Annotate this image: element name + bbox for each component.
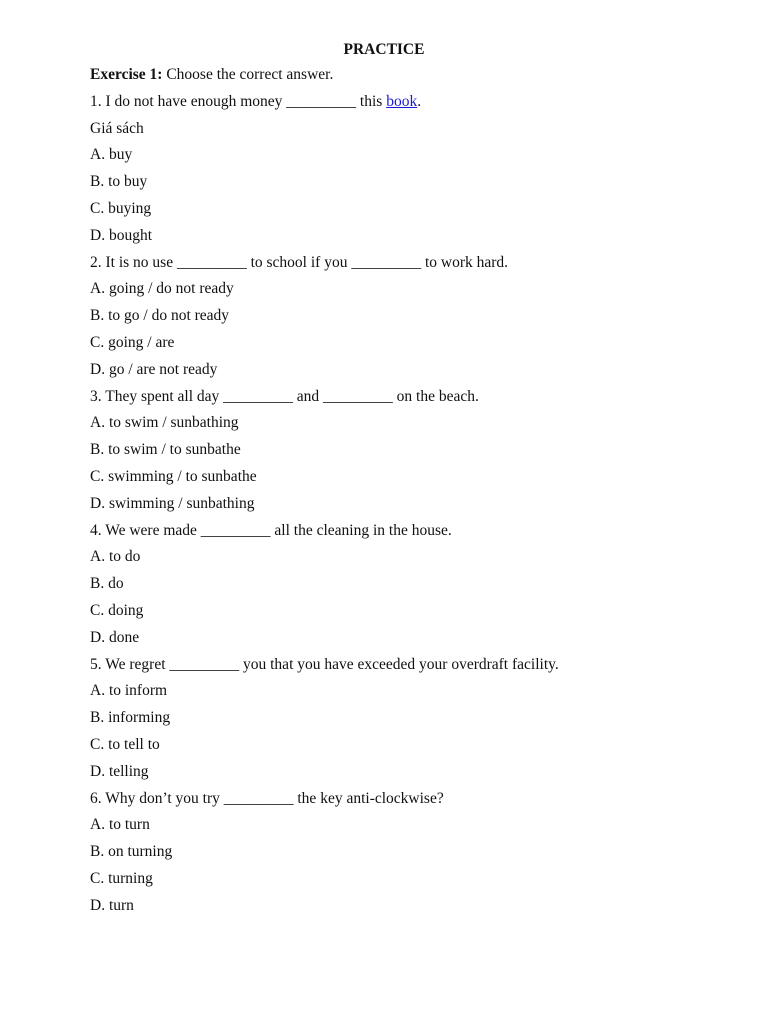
question-1-note: Giá sách — [90, 119, 144, 137]
question-5: 5. We regret _________ you that you have exceeded your overdraft facility. — [90, 655, 559, 673]
question-4-option-d: D. done — [90, 628, 140, 646]
exercise-label: Exercise 1: — [90, 66, 163, 83]
question-2-option-a: A. going / do not ready — [90, 280, 234, 298]
question-2-option-b: B. to go / do not ready — [90, 307, 230, 325]
question-1-option-b: B. to buy — [90, 173, 148, 191]
question-1-option-d: D. bought — [90, 226, 152, 244]
page-title: PRACTICE — [343, 41, 425, 58]
question-1-option-a: A. buy — [90, 146, 133, 164]
question-3-option-d: D. swimming / sunbathing — [90, 494, 255, 512]
question-3-option-b: B. to swim / to sunbathe — [90, 441, 241, 459]
question-1 — [90, 89, 690, 116]
exercise-instruction: Choose the correct answer. — [162, 66, 334, 83]
question-6-option-a: A. to turn — [90, 816, 150, 834]
book-link[interactable]: book — [386, 92, 418, 110]
question-5-option-b: B. informing — [90, 709, 171, 727]
exercise-heading — [90, 62, 690, 89]
question-5-option-d: D. telling — [90, 762, 149, 780]
question-4-option-b: B. do — [90, 575, 124, 593]
question-1-end: . — [417, 92, 422, 110]
question-3-option-a: A. to swim / sunbathing — [90, 414, 239, 432]
question-4: 4. We were made _________ all the cleaning in the house. — [90, 521, 452, 539]
question-5-option-c: C. to tell to — [90, 735, 160, 753]
question-6-option-b: B. on turning — [90, 843, 173, 861]
question-6-option-d: D. turn — [90, 896, 134, 914]
question-6-option-c: C. turning — [90, 869, 153, 887]
document-page — [90, 38, 690, 920]
question-2: 2. It is no use _________ to school if you _________ to work hard. — [90, 253, 509, 271]
question-2-option-d: D. go / are not ready — [90, 360, 218, 378]
question-2-option-c: C. going / are — [90, 333, 175, 351]
question-6: 6. Why don’t you try _________ the key anti-clockwise? — [90, 789, 444, 807]
question-3: 3. They spent all day _________ and _________ on the beach. — [90, 387, 479, 405]
question-5-option-a: A. to inform — [90, 682, 168, 700]
question-4-option-a: A. to do — [90, 548, 141, 566]
question-3-option-c: C. swimming / to sunbathe — [90, 467, 257, 485]
question-4-option-c: C. doing — [90, 601, 144, 619]
question-1-option-c: C. buying — [90, 199, 152, 217]
question-1-text: 1. I do not have enough money _________ this — [90, 92, 387, 110]
